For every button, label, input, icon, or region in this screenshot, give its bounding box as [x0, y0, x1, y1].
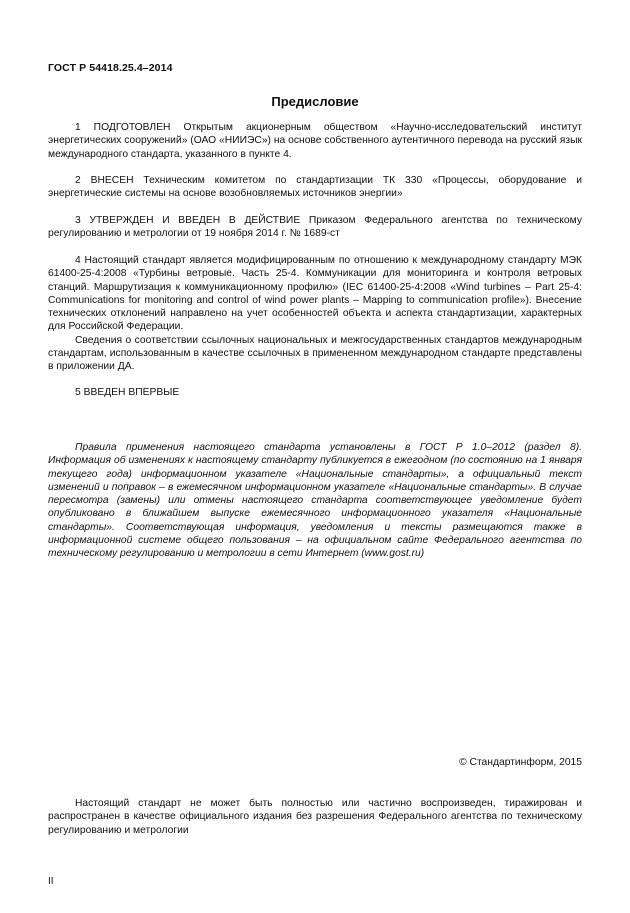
- foreword-item-3-text: 3 УТВЕРЖДЕН И ВВЕДЕН В ДЕЙСТВИЕ Приказом Федерального агентства по техническому регулированию и метрологии от 19 ноября 2014 г. № 1689-ст: [48, 215, 582, 240]
- foreword-item-3: [48, 214, 582, 241]
- application-rules-text: Правила применения настоящего стандарта установлены в ГОСТ Р 1.0–2012 (раздел 8). Информация об изменениях к настоящему стандарту публикуется в ежегодном (по состоянию на 1 января текущего года) информационном указателе «Национальные стандарты», а официальный текст изменений и поправок – в ежемесячном информационном указателе «Национальные стандарты». В случае пересмотра (замены) или отмены настоящего стандарта соответствующее уведомление будет опубликовано в ближайшем выпуске ежемесячного информационного указателя «Национальные стандарты». Соответствующая информация, уведомления и тексты размещаются также в информационной системе общего пользования – на официальном сайте Федерального агентства по техническому регулированию и метрологии в сети Интернет (www.gost.ru): [48, 442, 582, 560]
- foreword-item-5: [48, 386, 582, 399]
- foreword-item-2: [48, 174, 582, 201]
- reproduction-notice: [48, 797, 582, 837]
- reproduction-notice-text: Настоящий стандарт не может быть полностью или частично воспроизведен, тиражирован и распространен в качестве официального издания без разрешения Федерального агентства по техническому регулированию и метрологии: [48, 798, 582, 836]
- foreword-item-4-text: 4 Настоящий стандарт является модифицированным по отношению к международному стандарту МЭК 61400-25-4:2008 «Турбины ветровые. Часть 25-4. Коммуникации для мониторинга и контроля ветровых станций. Маршрутизация к коммуникационному профилю» (IEC 61400-25-4:2008 «Wind turbines – Part 25-4: Communications for monitoring and control of wind power plants – Mapping to communication profile»). Внесение технических отклонений направлено на учет особенностей объекта и аспекта стандартизации, характерных для Российской Федерации.: [48, 255, 582, 333]
- foreword-title: Предисловие: [271, 94, 359, 109]
- foreword-item-1: [48, 121, 582, 161]
- page-number: II: [48, 876, 54, 887]
- foreword-item-1-text: 1 ПОДГОТОВЛЕН Открытым акционерным обществом «Научно-исследовательский институт энергетических сооружений» (ОАО «НИИЭС») на основе собственного аутентичного перевода на русский язык международного стандарта, указанного в пункте 4.: [48, 122, 582, 160]
- foreword-item-4: [48, 254, 582, 374]
- foreword-item-2-text: 2 ВНЕСЕН Техническим комитетом по стандартизации ТК 330 «Процессы, оборудование и энергетические системы на основе возобновляемых источников энергии»: [48, 175, 582, 200]
- document-code: ГОСТ Р 54418.25.4–2014: [48, 62, 173, 74]
- foreword-item-5-text: 5 ВВЕДЕН ВПЕРВЫЕ: [75, 387, 180, 398]
- application-rules: [48, 441, 582, 561]
- foreword-item-4-note: Сведения о соответствии ссылочных национальных и межгосударственных стандартов международным стандартам, использованным в качестве ссылочных в примененном международном стандарте представлены в приложении ДА.: [48, 334, 582, 373]
- copyright: © Стандартинформ, 2015: [459, 757, 582, 768]
